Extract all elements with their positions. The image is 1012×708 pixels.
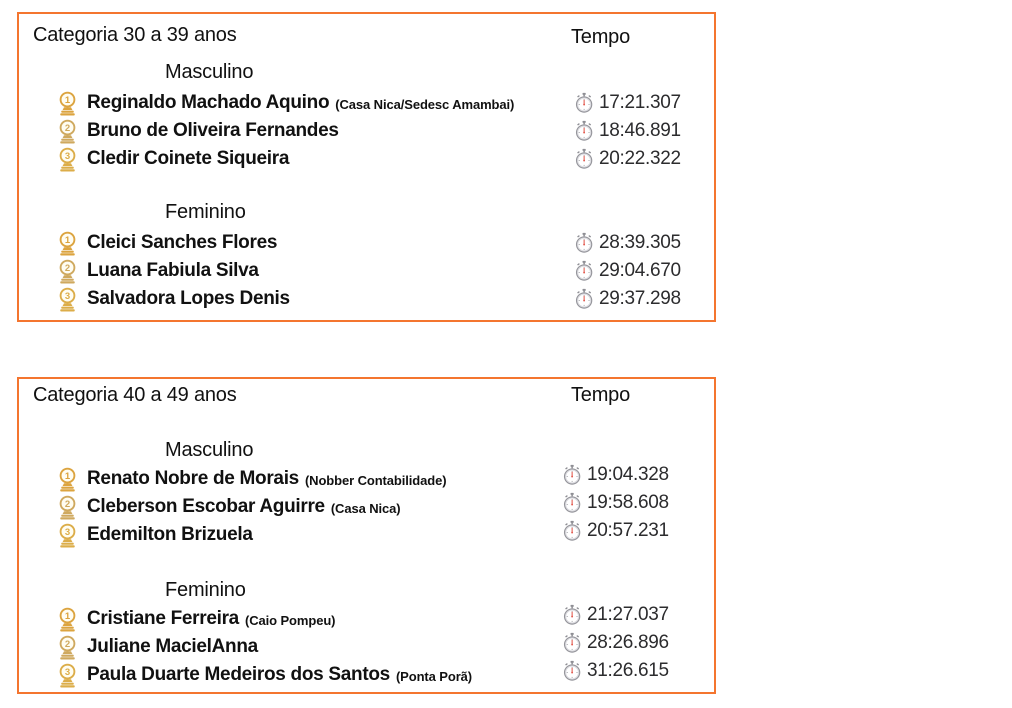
medal-2-icon	[57, 119, 78, 144]
medal-rank: 2	[64, 122, 71, 134]
time-value: 28:26.896	[587, 632, 669, 653]
athlete-name: Paula Duarte Medeiros dos Santos	[87, 664, 390, 685]
athlete-name: Juliane MacielAnna	[87, 636, 258, 657]
result-time	[575, 92, 681, 114]
result-time	[575, 120, 681, 142]
category-title: Categoria 40 a 49 anos	[33, 384, 237, 406]
medal-1-icon	[57, 607, 78, 632]
category-box-30-39	[17, 12, 716, 322]
result-time	[563, 660, 669, 682]
result-time	[563, 604, 669, 626]
time-value: 20:57.231	[587, 520, 669, 541]
athlete-team: (Ponta Porã)	[395, 669, 473, 684]
time-value: 19:04.328	[587, 464, 669, 485]
medal-2-icon	[57, 259, 78, 284]
medal-2-icon	[57, 635, 78, 660]
results-masculino	[19, 465, 714, 549]
stopwatch-icon	[563, 520, 582, 542]
result-row	[19, 605, 714, 633]
medal-rank: 2	[64, 638, 71, 650]
athlete-team: (Casa Nica)	[330, 501, 401, 516]
section-label-masculino: Masculino	[165, 61, 254, 83]
stopwatch-icon	[575, 148, 594, 170]
result-row	[19, 493, 714, 521]
stopwatch-icon	[575, 120, 594, 142]
result-row	[19, 145, 714, 173]
result-row	[19, 229, 714, 257]
time-column-header: Tempo	[571, 26, 631, 48]
stopwatch-icon	[563, 660, 582, 682]
result-time	[575, 260, 681, 282]
athlete-name: Cristiane Ferreira	[87, 608, 239, 629]
stopwatch-icon	[563, 492, 582, 514]
medal-2-icon	[57, 495, 78, 520]
category-title: Categoria 30 a 39 anos	[33, 24, 237, 46]
results-feminino	[19, 605, 714, 689]
result-time	[563, 520, 669, 542]
result-time	[563, 464, 669, 486]
medal-rank: 1	[64, 234, 71, 246]
section-label-feminino: Feminino	[165, 201, 246, 223]
stopwatch-icon	[563, 632, 582, 654]
time-column-header: Tempo	[571, 384, 631, 406]
time-value: 17:21.307	[599, 92, 681, 113]
athlete-name: Renato Nobre de Morais	[87, 468, 299, 489]
result-row	[19, 285, 714, 313]
result-row	[19, 521, 714, 549]
athlete-team: (Caio Pompeu)	[244, 613, 336, 628]
result-row	[19, 257, 714, 285]
athlete-name: Cleici Sanches Flores	[87, 232, 278, 253]
stopwatch-icon	[575, 92, 594, 114]
result-row	[19, 661, 714, 689]
stopwatch-icon	[575, 260, 594, 282]
medal-3-icon	[57, 147, 78, 172]
result-row	[19, 117, 714, 145]
medal-rank: 3	[64, 290, 71, 302]
medal-rank: 1	[64, 470, 71, 482]
medal-1-icon	[57, 91, 78, 116]
result-time	[575, 288, 681, 310]
time-value: 19:58.608	[587, 492, 669, 513]
result-time	[563, 492, 669, 514]
results-masculino	[19, 89, 714, 173]
time-value: 21:27.037	[587, 604, 669, 625]
section-label-masculino: Masculino	[165, 439, 254, 461]
category-box-40-49	[17, 377, 716, 694]
medal-rank: 2	[64, 262, 71, 274]
result-row	[19, 89, 714, 117]
results-feminino	[19, 229, 714, 313]
medal-rank: 1	[64, 610, 71, 622]
result-row	[19, 465, 714, 493]
stopwatch-icon	[575, 288, 594, 310]
time-value: 29:37.298	[599, 288, 681, 309]
athlete-name: Luana Fabiula Silva	[87, 260, 259, 281]
athlete-name: Edemilton Brizuela	[87, 524, 253, 545]
time-value: 28:39.305	[599, 232, 681, 253]
stopwatch-icon	[575, 232, 594, 254]
stopwatch-icon	[563, 464, 582, 486]
athlete-name: Reginaldo Machado Aquino	[87, 92, 330, 113]
stopwatch-icon	[563, 604, 582, 626]
medal-rank: 3	[64, 526, 71, 538]
athlete-team: (Nobber Contabilidade)	[304, 473, 447, 488]
time-value: 29:04.670	[599, 260, 681, 281]
athlete-name: Cledir Coinete Siqueira	[87, 148, 290, 169]
medal-rank: 3	[64, 666, 71, 678]
medal-3-icon	[57, 663, 78, 688]
medal-rank: 1	[64, 94, 71, 106]
medal-rank: 2	[64, 498, 71, 510]
result-time	[575, 148, 681, 170]
time-value: 18:46.891	[599, 120, 681, 141]
medal-1-icon	[57, 467, 78, 492]
result-time	[563, 632, 669, 654]
time-value: 20:22.322	[599, 148, 681, 169]
section-label-feminino: Feminino	[165, 579, 246, 601]
medal-1-icon	[57, 231, 78, 256]
medal-3-icon	[57, 523, 78, 548]
result-row	[19, 633, 714, 661]
athlete-name: Bruno de Oliveira Fernandes	[87, 120, 339, 141]
result-time	[575, 232, 681, 254]
time-value: 31:26.615	[587, 660, 669, 681]
medal-3-icon	[57, 287, 78, 312]
athlete-name: Salvadora Lopes Denis	[87, 288, 290, 309]
athlete-name: Cleberson Escobar Aguirre	[87, 496, 325, 517]
athlete-team: (Casa Nica/Sedesc Amambai)	[335, 97, 515, 112]
medal-rank: 3	[64, 150, 71, 162]
